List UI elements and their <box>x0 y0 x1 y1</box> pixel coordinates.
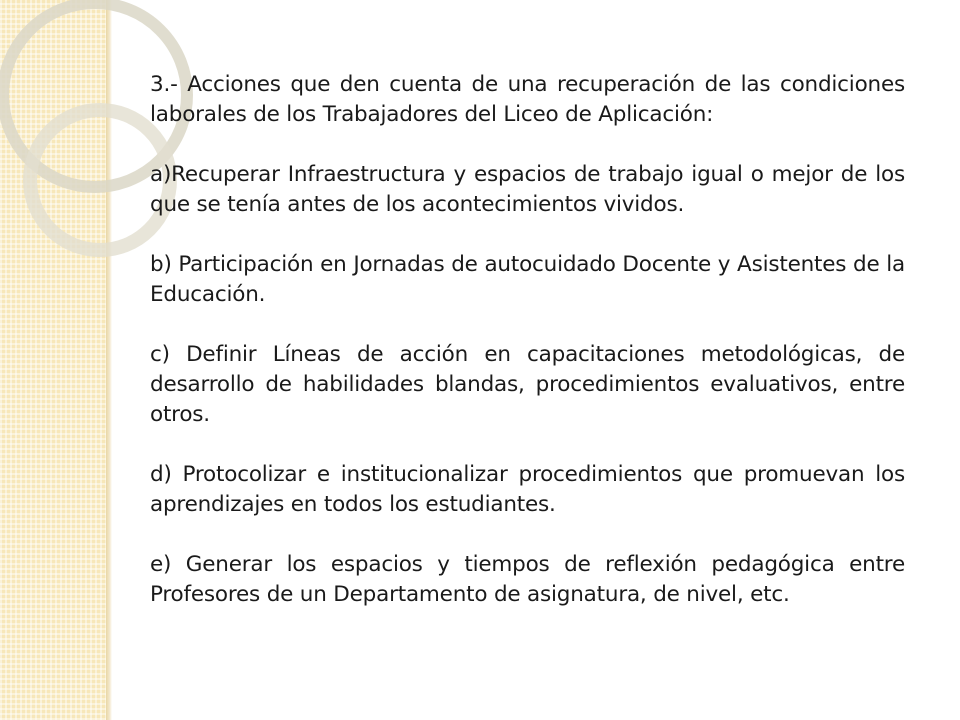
list-item-c: c) Definir Líneas de acción en capacitaciones metodológicas, de desarrollo de habilidades blandas, procedimientos evaluativos, entre otros. <box>150 342 905 427</box>
slide-body <box>150 70 905 610</box>
list-item-e: e) Generar los espacios y tiempos de reflexión pedagógica entre Profesores de un Departamento de asignatura, de nivel, etc. <box>150 552 905 607</box>
list-item-d: d) Protocolizar e institucionalizar procedimientos que promuevan los aprendizajes en todos los estudiantes. <box>150 462 905 517</box>
list-item-b: b) Participación en Jornadas de autocuidado Docente y Asistentes de la Educación. <box>150 252 905 307</box>
slide-heading: 3.- Acciones que den cuenta de una recuperación de las condiciones laborales de los Trabajadores del Liceo de Aplicación: <box>150 72 905 127</box>
list-item-a: a)Recuperar Infraestructura y espacios de trabajo igual o mejor de los que se tenía antes de los acontecimientos vividos. <box>150 162 905 217</box>
